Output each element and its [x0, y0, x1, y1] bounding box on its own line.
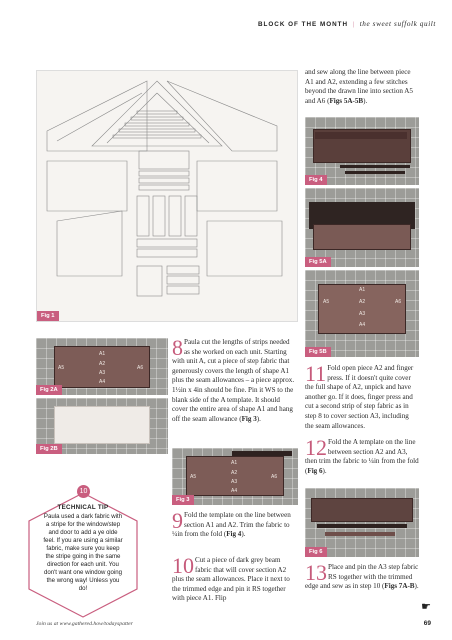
step11-number: 11	[305, 361, 327, 386]
fig4-beam	[340, 165, 410, 168]
fig5b-template	[318, 284, 406, 334]
fig5b-a6: A6	[395, 299, 402, 305]
fig5b-a1: A1	[359, 287, 366, 293]
fig3-a2: A2	[231, 470, 238, 476]
fig2a-a2: A2	[99, 361, 106, 367]
fig3-label: Fig 3	[172, 495, 194, 505]
fig2a-a3: A3	[99, 370, 106, 376]
header-section: BLOCK OF THE MONTH	[258, 21, 349, 28]
step9-number: 9	[172, 508, 183, 533]
fig1-label: Fig 1	[37, 311, 59, 321]
intro-text: and sew along the line between piece A1 and A2, extending a few stitches beyond the drawn line into section A5 and A6 (	[305, 68, 413, 105]
fig3-a6: A6	[271, 474, 278, 480]
fig2a-a4: A4	[99, 379, 106, 385]
step8-text: Paula cut the lengths of strips needed as she worked on each unit. Starting with unit A, cut a piece of step fabric that generously covers the length of shape A1 plus the seam allowances – a piece approx. 1½in x 4in should be fine. Pin it WS to the blank side of the A template. It should cover the entire area of shape A1 and hang off the seam allowance (	[172, 338, 295, 423]
step12-ref: Fig 6	[307, 466, 323, 475]
fig2a-a6: A6	[137, 365, 144, 371]
fig3-a1: A1	[231, 460, 238, 466]
step9-ref: Fig 4	[226, 530, 242, 539]
technical-tip-box	[27, 488, 139, 619]
fig5b-label: Fig 5B	[305, 347, 331, 357]
fig4-photo	[305, 117, 419, 185]
fig5b-a4: A4	[359, 322, 366, 328]
step8-paragraph	[172, 335, 297, 424]
fig6-photo	[305, 488, 419, 557]
fig5b-photo	[305, 270, 419, 357]
fig4-dark-strip	[315, 132, 407, 139]
fig2b-label: Fig 2B	[36, 444, 62, 454]
fig3-beam	[232, 451, 292, 456]
fig2a-label: Fig 2A	[36, 385, 62, 395]
fig5b-a2: A2	[359, 299, 366, 305]
step9-paragraph	[172, 508, 297, 540]
step9-end: ).	[241, 530, 246, 539]
template-diagram	[37, 71, 298, 322]
step12-paragraph	[305, 435, 419, 476]
fig3-a5: A5	[190, 474, 197, 480]
step13-text: Place and pin the A3 step fabric RS together with the trimmed edge and sew as in step 10 (	[305, 563, 419, 591]
header-subtitle: the sweet suffolk quilt	[359, 20, 436, 28]
step11-paragraph	[305, 361, 419, 431]
fig4-beam-2	[345, 171, 405, 174]
step10-number: 10	[172, 553, 194, 578]
tip-badge: 10	[77, 485, 90, 498]
header-separator: |	[353, 21, 355, 28]
step8-ref: Fig 3	[241, 414, 257, 423]
step12-end: ).	[322, 466, 327, 475]
tip-title: TECHNICAL TIP	[57, 504, 109, 511]
fig3-a4: A4	[231, 488, 238, 494]
fig6-label: Fig 6	[305, 547, 327, 557]
fig3-a3: A3	[231, 479, 238, 485]
fig2a-template	[54, 346, 150, 388]
fig2b-photo	[36, 398, 168, 454]
fig5a-fabric	[313, 224, 411, 250]
fig6-fabric	[311, 498, 413, 522]
intro-paragraph	[305, 68, 419, 106]
fig3-template	[186, 456, 284, 496]
step12-number: 12	[305, 435, 327, 460]
next-page-arrow-icon: ☛	[421, 601, 431, 613]
step10-text: Cut a piece of dark grey beam fabric that will cover section A2 plus the seam allowances. Place it next to the trimmed edge and pin it RS together with piece A1. Flip	[172, 556, 290, 603]
step10-paragraph	[172, 553, 297, 604]
footer-website: Join us at www.gathered.how/todayspatter	[36, 621, 133, 627]
tip-content	[42, 504, 124, 593]
page-number: 69	[423, 620, 431, 627]
fig3-photo	[172, 448, 298, 505]
step13-paragraph	[305, 560, 419, 592]
fig2a-a1: A1	[99, 351, 106, 357]
fig5a-photo	[305, 188, 419, 267]
step13-ref: Figs 7A-B	[384, 582, 415, 591]
fig4-label: Fig 4	[305, 175, 327, 185]
fig2a-a5: A5	[58, 365, 65, 371]
fig5b-a5: A5	[323, 299, 330, 305]
step9-text: Fold the template on the line between section A1 and A2. Trim the fabric to ¼in from the fold (	[172, 511, 291, 539]
fig5b-a3: A3	[359, 311, 366, 317]
intro-end: ).	[363, 96, 368, 105]
fig2b-paper	[54, 406, 150, 444]
fig2a-photo	[36, 338, 168, 395]
fig1-photo	[36, 70, 298, 322]
step11-text: Fold open piece A2 and finger press. If it doesn't quite cover the full shape of A2, unpick and have another go. If it does, finger press and cut a second strip of step fabric as in step 8 to cover section A3, including the seam allowances.	[305, 364, 414, 430]
step8-end: ).	[256, 414, 261, 423]
fig6-strip	[325, 532, 395, 536]
fig6-beam	[317, 524, 407, 528]
fig5a-label: Fig 5A	[305, 257, 331, 267]
step8-number: 8	[172, 335, 183, 360]
step13-end: ).	[414, 582, 419, 591]
step12-text: Fold the A template on the line between section A2 and A3, then trim the fabric to ¼in from the fold (	[305, 438, 419, 475]
intro-ref: Figs 5A-5B	[329, 96, 364, 105]
page-header	[258, 20, 436, 28]
step13-number: 13	[305, 560, 327, 585]
tip-body: Paula used a dark fabric with a stripe for the window/step and door to add a ye olde feel. If you are using a similar fabric, make sure you keep the stripe going in the same direction for each unit. You don't want one window going the wrong way! Unless you do!	[43, 513, 123, 592]
